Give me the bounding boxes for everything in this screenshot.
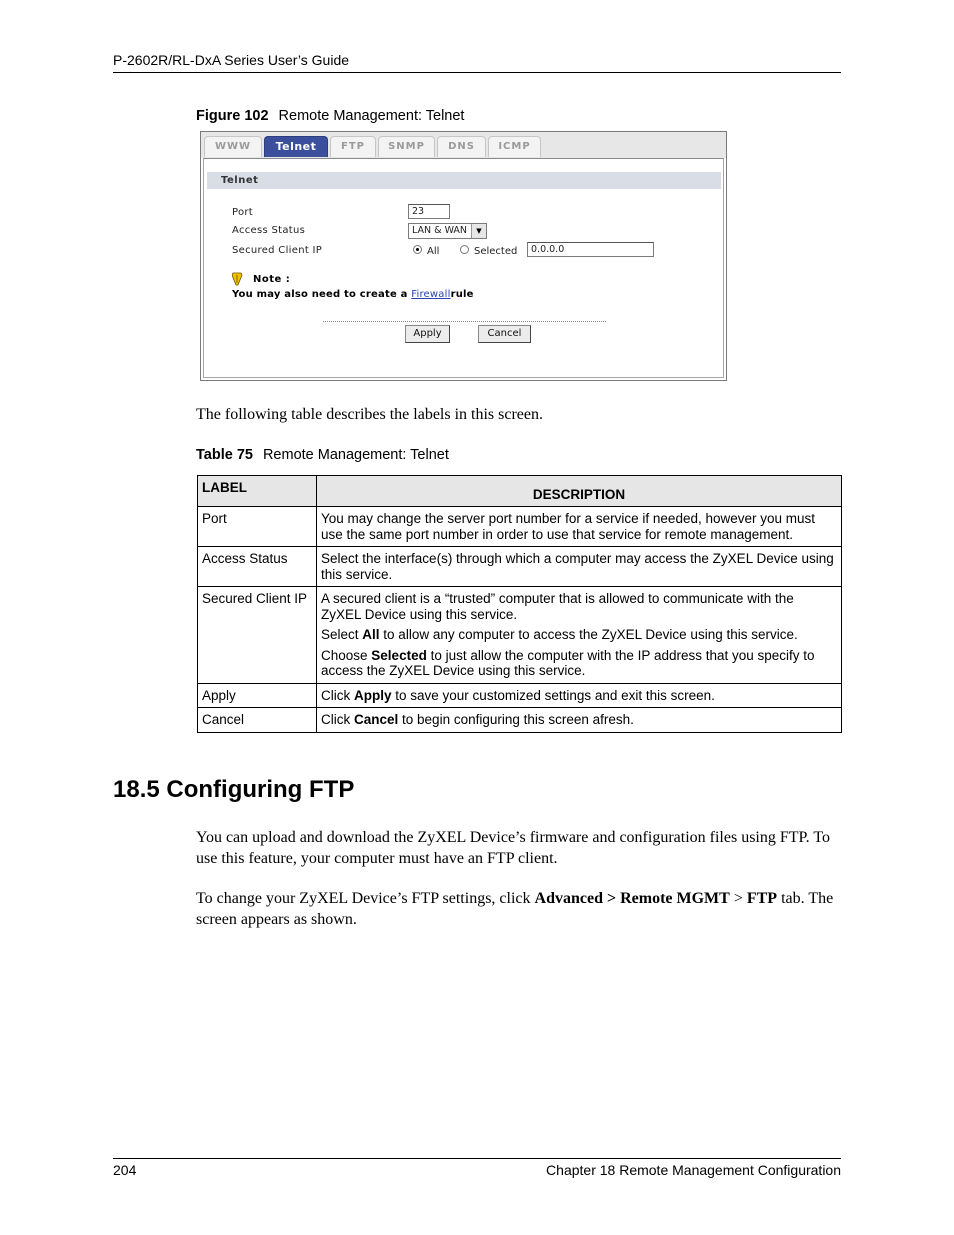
- label-description-table: [197, 475, 842, 733]
- table-number: Table 75: [196, 447, 253, 463]
- cancel-button[interactable]: Cancel: [478, 325, 531, 343]
- footer-rule: [113, 1158, 841, 1159]
- desc-para: [321, 648, 837, 679]
- radio-selected-label: Selected: [474, 246, 518, 257]
- tab-bar: [201, 132, 726, 158]
- figure-caption: [196, 108, 464, 124]
- desc-bold: All: [362, 627, 380, 642]
- note-pencil-icon: [232, 272, 243, 286]
- tab-panel: [203, 158, 724, 378]
- table-row: [198, 587, 842, 684]
- tab-www[interactable]: WWW: [204, 136, 262, 157]
- tab-dns[interactable]: DNS: [437, 136, 486, 157]
- radio-all[interactable]: [413, 245, 422, 254]
- port-input[interactable]: 23: [408, 204, 450, 219]
- tab-snmp[interactable]: SNMP: [378, 136, 435, 157]
- desc-text: to allow any computer to access the ZyXEL Device using this service.: [379, 627, 798, 642]
- tab-icmp[interactable]: ICMP: [488, 136, 541, 157]
- note-prefix: You may also need to create a: [232, 289, 408, 300]
- radio-all-label: All: [427, 246, 440, 257]
- section-title-bar: Telnet: [207, 172, 721, 189]
- chapter-title: Chapter 18 Remote Management Configuration: [546, 1162, 841, 1178]
- access-status-select[interactable]: [408, 223, 487, 239]
- ftp-paragraph-2: [196, 889, 836, 930]
- para-bold: Advanced > Remote MGMT: [534, 890, 730, 907]
- section-heading: 18.5 Configuring FTP: [113, 776, 355, 803]
- chevron-down-icon[interactable]: ▼: [471, 224, 486, 238]
- desc-bold: Apply: [354, 687, 392, 703]
- note-title: Note :: [253, 274, 291, 285]
- desc-bold: Cancel: [354, 712, 399, 727]
- desc-text: Select: [321, 627, 363, 642]
- para-bold: FTP: [746, 890, 778, 907]
- desc-text: Click: [321, 712, 354, 727]
- desc-text: to just allow the computer with the IP address that you specify to access the ZyXEL Device using this service.: [321, 647, 815, 678]
- apply-button[interactable]: Apply: [405, 325, 450, 343]
- access-status-value: LAN & WAN: [412, 225, 468, 236]
- figure-title: Remote Management: Telnet: [278, 108, 465, 124]
- row-description: [317, 708, 842, 733]
- row-label: Secured Client IP: [198, 587, 317, 684]
- table-row: [198, 507, 842, 547]
- row-label: Apply: [198, 683, 317, 708]
- desc-bold: Selected: [371, 647, 427, 663]
- row-description: You may change the server port number for a service if needed, however you must use the same port number in order to use that service for remote management.: [317, 507, 842, 547]
- row-description: Select the interface(s) through which a computer may access the ZyXEL Device using this service.: [317, 547, 842, 587]
- table-row: [198, 708, 842, 733]
- desc-para: [321, 627, 837, 643]
- note-text: [232, 289, 474, 300]
- desc-text: to save your customized settings and exit this screen.: [391, 687, 715, 703]
- running-header: P-2602R/RL-DxA Series User’s Guide: [113, 52, 350, 68]
- para-text: To change your ZyXEL Device’s FTP settings, click: [196, 890, 535, 907]
- access-status-label: Access Status: [232, 225, 306, 236]
- table-header-row: [198, 476, 842, 507]
- intro-paragraph: The following table describes the labels in this screen.: [196, 406, 544, 423]
- para-text: >: [729, 890, 747, 907]
- desc-para: A secured client is a “trusted” computer that is allowed to communicate with the ZyXEL Device using this service.: [321, 591, 794, 622]
- figure-number: Figure 102: [196, 108, 269, 124]
- dotted-divider: [323, 321, 606, 322]
- port-label: Port: [232, 207, 254, 218]
- ftp-paragraph-1: You can upload and download the ZyXEL Device’s firmware and configuration files using FTP. To use this feature, your computer must have an FTP client.: [196, 829, 831, 867]
- telnet-screenshot: [200, 131, 727, 381]
- note-suffix: rule: [450, 289, 474, 300]
- firewall-link[interactable]: Firewall: [411, 289, 451, 300]
- table-row: [198, 547, 842, 587]
- desc-text: Choose: [321, 647, 372, 663]
- table-caption: [196, 447, 449, 463]
- desc-text: to begin configuring this screen afresh.: [398, 712, 634, 727]
- row-description: [317, 587, 842, 684]
- tab-telnet[interactable]: Telnet: [264, 136, 328, 157]
- header-rule: [113, 72, 841, 73]
- para-text: tab. The screen appears as shown.: [196, 890, 834, 928]
- row-label: Port: [198, 507, 317, 547]
- desc-text: Click: [321, 687, 354, 703]
- secured-client-ip-label: Secured Client IP: [232, 245, 323, 256]
- table-row: [198, 683, 842, 708]
- row-description: [317, 683, 842, 708]
- row-label: Cancel: [198, 708, 317, 733]
- radio-selected[interactable]: [460, 245, 469, 254]
- header-label: LABEL: [198, 476, 317, 507]
- table-title: Remote Management: Telnet: [262, 447, 449, 463]
- tab-ftp[interactable]: FTP: [330, 136, 376, 157]
- row-label: Access Status: [198, 547, 317, 587]
- secured-ip-input[interactable]: 0.0.0.0: [527, 242, 654, 257]
- header-description: DESCRIPTION: [317, 476, 842, 507]
- page-number: 204: [113, 1162, 137, 1178]
